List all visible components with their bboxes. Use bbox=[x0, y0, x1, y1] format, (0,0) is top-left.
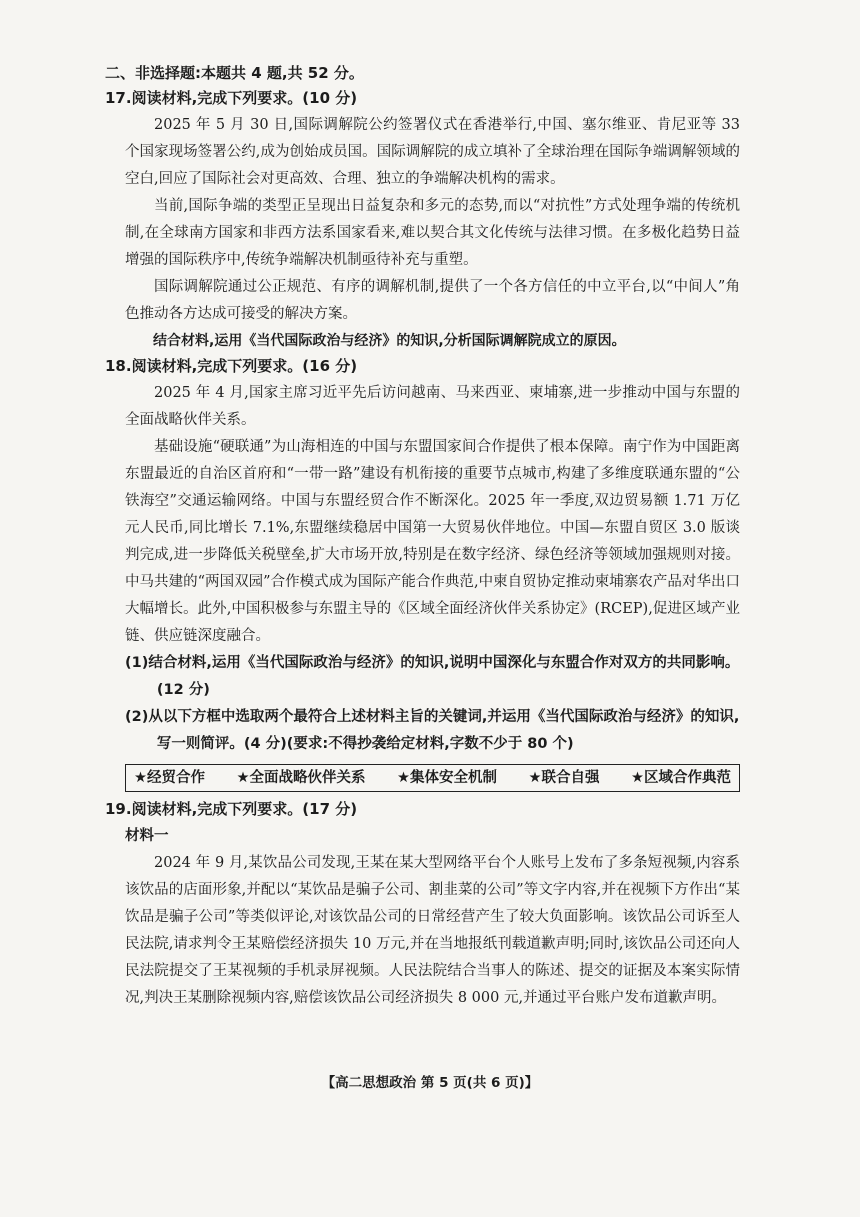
keyword: ★区域合作典范 bbox=[631, 770, 731, 786]
page-content bbox=[105, 62, 750, 1012]
q17-task: 结合材料,运用《当代国际政治与经济》的知识,分析国际调解院成立的原因。 bbox=[153, 333, 626, 349]
question-18-material bbox=[125, 380, 740, 650]
section-title: 二、非选择题:本题共 4 题,共 52 分。 bbox=[105, 64, 364, 82]
material-label: 材料一 bbox=[125, 828, 169, 844]
keyword: ★经贸合作 bbox=[134, 770, 205, 786]
q18-subquestion-2: (2)从以下方框中选取两个最符合上述材料主旨的关键词,并运用《当代国际政治与经济》的知识,写一则简评。(4 分)(要求:不得抄袭给定材料,字数不少于 80 个) bbox=[125, 709, 740, 752]
question-18-heading: 18.阅读材料,完成下列要求。(16 分) bbox=[105, 357, 358, 375]
keyword: ★联合自强 bbox=[528, 770, 600, 786]
q18-paragraph: 2025 年 4 月,国家主席习近平先后访问越南、马来西亚、柬埔寨,进一步推动中国与东盟的全面战略伙伴关系。 bbox=[125, 385, 740, 428]
question-17-material bbox=[125, 112, 740, 355]
q19-paragraph: 2024 年 9 月,某饮品公司发现,王某在某大型网络平台个人账号上发布了多条短视频,内容系该饮品的店面形象,并配以“某饮品是骗子公司、割韭菜的公司”等文字内容,并在视频下方作出“某饮品是骗子公司”等类似评论,对该饮品公司的日常经营产生了较大负面影响。该饮品公司诉至人民法院,请求判令王某赔偿经济损失 10 万元,并在当地报纸刊载道歉声明;同时,该饮品公司还向人民法院提交了王某视频的手机录屏视频。人民法院结合当事人的陈述、提交的证据及本案实际情况,判决王某删除视频内容,赔偿该饮品公司经济损失 8 000 元,并通过平台账户发布道歉声明。 bbox=[125, 855, 740, 1006]
question-17-heading: 17.阅读材料,完成下列要求。(10 分) bbox=[105, 89, 358, 107]
keyword: ★集体安全机制 bbox=[397, 770, 497, 786]
q17-paragraph: 2025 年 5 月 30 日,国际调解院公约签署仪式在香港举行,中国、塞尔维亚、肯尼亚等 33 个国家现场签署公约,成为创始成员国。国际调解院的成立填补了全球治理在国际争端调解领域的空白,回应了国际社会对更高效、合理、独立的争端解决机构的需求。 bbox=[125, 117, 740, 187]
question-19-material bbox=[125, 850, 740, 1012]
q18-subquestion-1: (1)结合材料,运用《当代国际政治与经济》的知识,说明中国深化与东盟合作对双方的共同影响。(12 分) bbox=[125, 655, 740, 698]
q18-paragraph: 基础设施“硬联通”为山海相连的中国与东盟国家间合作提供了根本保障。南宁作为中国距离东盟最近的自治区首府和“一带一路”建设有机衔接的重要节点城市,构建了多维度联通东盟的“公铁海空”交通运输网络。中国与东盟经贸合作不断深化。2025 年一季度,双边贸易额 1.71 万亿元人民币,同比增长 7.1%,东盟继续稳居中国第一大贸易伙伴地位。中国—东盟自贸区 3.0 版谈判完成,进一步降低关税壁垒,扩大市场开放,特别是在数字经济、绿色经济等领域加强规则对接。中马共建的“两国双园”合作模式成为国际产能合作典范,中柬自贸协定推动柬埔寨农产品对华出口大幅增长。此外,中国积极参与东盟主导的《区域全面经济伙伴关系协定》(RCEP),促进区域产业链、供应链深度融合。 bbox=[125, 439, 740, 644]
keyword: ★全面战略伙伴关系 bbox=[236, 770, 366, 786]
page-footer: 【高二思想政治 第 5 页(共 6 页)】 bbox=[321, 1075, 539, 1091]
keyword-box bbox=[125, 764, 740, 792]
q17-paragraph: 国际调解院通过公正规范、有序的调解机制,提供了一个各方信任的中立平台,以“中间人”角色推动各方达成可接受的解决方案。 bbox=[125, 279, 740, 322]
q17-paragraph: 当前,国际争端的类型正呈现出日益复杂和多元的态势,而以“对抗性”方式处理争端的传统机制,在全球南方国家和非西方法系国家看来,难以契合其文化传统与法律习惯。在多极化趋势日益增强的国际秩序中,传统争端解决机制亟待补充与重塑。 bbox=[125, 198, 740, 268]
question-19-heading: 19.阅读材料,完成下列要求。(17 分) bbox=[105, 800, 358, 818]
question-18-subquestions bbox=[125, 650, 740, 758]
